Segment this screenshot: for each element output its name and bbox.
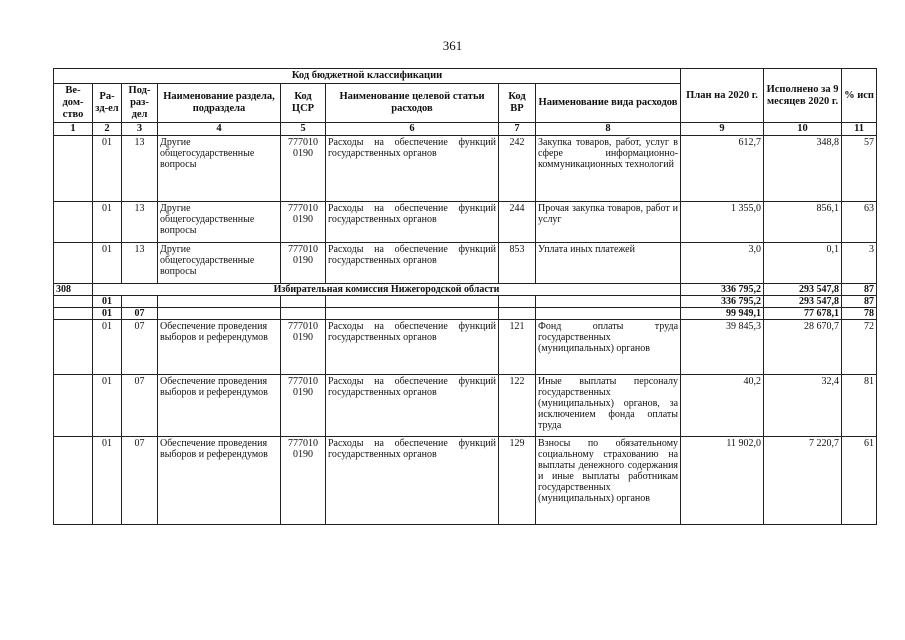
- column-number: 1: [54, 123, 93, 136]
- column-number: 3: [122, 123, 158, 136]
- column-number: 5: [281, 123, 326, 136]
- subsection-total-row: [54, 308, 877, 320]
- empty-cell: [499, 308, 536, 320]
- org-name-cell: Избирательная комиссия Нижегородской области: [93, 284, 681, 296]
- csr-name-cell: Расходы на обеспечение функций государственных органов: [326, 437, 499, 525]
- empty-cell: [326, 296, 499, 308]
- plan-cell: 1 355,0: [681, 202, 764, 243]
- vr-name-cell: Фонд оплаты труда государственных (муниципальных) органов: [536, 320, 681, 375]
- razdel-name-cell: Другие общегосударственные вопросы: [158, 243, 281, 284]
- plan-cell: 11 902,0: [681, 437, 764, 525]
- ved-cell: 308: [54, 284, 93, 296]
- podrazdel-cell: 07: [122, 308, 158, 320]
- csr-cell: 777010 0190: [281, 320, 326, 375]
- section-total-row: [54, 296, 877, 308]
- ved-cell: [54, 375, 93, 437]
- ved-cell: [54, 243, 93, 284]
- column-number: 7: [499, 123, 536, 136]
- razdel-cell: 01: [93, 296, 122, 308]
- vr-cell: 242: [499, 136, 536, 202]
- vr-name-cell: Взносы по обязательному социальному страхованию на выплаты денежного содержания и иные выплаты работникам государственных (муниципальных) органов: [536, 437, 681, 525]
- vr-cell: 853: [499, 243, 536, 284]
- column-number: 6: [326, 123, 499, 136]
- csr-cell: 777010 0190: [281, 375, 326, 437]
- razdel-cell: 01: [93, 308, 122, 320]
- executed-header: Исполнено за 9 месяцев 2020 г.: [764, 69, 842, 123]
- executed-cell: 28 670,7: [764, 320, 842, 375]
- executed-cell: 0,1: [764, 243, 842, 284]
- percent-cell: 78: [842, 308, 877, 320]
- vr-cell: 121: [499, 320, 536, 375]
- podrazdel-cell: 07: [122, 320, 158, 375]
- vr-cell: 129: [499, 437, 536, 525]
- csr-name-cell: Расходы на обеспечение функций государственных органов: [326, 243, 499, 284]
- percent-cell: 57: [842, 136, 877, 202]
- vr-name-cell: Прочая закупка товаров, работ и услуг: [536, 202, 681, 243]
- column-number: 4: [158, 123, 281, 136]
- plan-cell: 40,2: [681, 375, 764, 437]
- ved-header: Ве-дом-ство: [54, 84, 93, 123]
- razdel-cell: 01: [93, 375, 122, 437]
- table-header: [54, 69, 877, 136]
- csr-cell: 777010 0190: [281, 202, 326, 243]
- table-row: [54, 437, 877, 525]
- executed-cell: 77 678,1: [764, 308, 842, 320]
- executed-cell: 293 547,8: [764, 284, 842, 296]
- vr-cell: 122: [499, 375, 536, 437]
- percent-cell: 61: [842, 437, 877, 525]
- csr-name-cell: Расходы на обеспечение функций государственных органов: [326, 375, 499, 437]
- vr-name-cell: Иные выплаты персоналу государственных (муниципальных) органов, за исключением фонда оплаты труда: [536, 375, 681, 437]
- razdel-name-cell: Обеспечение проведения выборов и референдумов: [158, 375, 281, 437]
- empty-cell: [281, 296, 326, 308]
- column-number: 2: [93, 123, 122, 136]
- razdel-cell: 01: [93, 243, 122, 284]
- vr-header: Код ВР: [499, 84, 536, 123]
- plan-cell: 336 795,2: [681, 284, 764, 296]
- table-row: [54, 136, 877, 202]
- vr-name-cell: Уплата иных платежей: [536, 243, 681, 284]
- executed-cell: 856,1: [764, 202, 842, 243]
- plan-cell: 3,0: [681, 243, 764, 284]
- ved-cell: [54, 202, 93, 243]
- column-number: 8: [536, 123, 681, 136]
- empty-cell: [281, 308, 326, 320]
- razdel-header: Ра-зд-ел: [93, 84, 122, 123]
- empty-cell: [158, 308, 281, 320]
- column-number: 10: [764, 123, 842, 136]
- podrazdel-cell: 13: [122, 202, 158, 243]
- podrazdel-cell: 13: [122, 243, 158, 284]
- vr-name-cell: Закупка товаров, работ, услуг в сфере информационно-коммуникационных технологий: [536, 136, 681, 202]
- column-number: 11: [842, 123, 877, 136]
- budget-classification-header: Код бюджетной классификации: [54, 69, 681, 84]
- plan-cell: 612,7: [681, 136, 764, 202]
- table-row: [54, 375, 877, 437]
- vr-name-header: Наименование вида расходов: [536, 84, 681, 123]
- podrazdel-cell: 13: [122, 136, 158, 202]
- empty-cell: [158, 296, 281, 308]
- podrazdel-cell: 07: [122, 375, 158, 437]
- csr-name-cell: Расходы на обеспечение функций государственных органов: [326, 136, 499, 202]
- column-number: 9: [681, 123, 764, 136]
- column-number-row: [54, 123, 877, 136]
- vr-cell: 244: [499, 202, 536, 243]
- executed-cell: 293 547,8: [764, 296, 842, 308]
- razdel-name-cell: Обеспечение проведения выборов и референдумов: [158, 320, 281, 375]
- percent-cell: 87: [842, 296, 877, 308]
- razdel-name-header: Наименование раздела, подраздела: [158, 84, 281, 123]
- org-total-row: [54, 284, 877, 296]
- podrazdel-header: Под-раз-дел: [122, 84, 158, 123]
- budget-table: [53, 68, 877, 525]
- ved-cell: [54, 296, 93, 308]
- csr-name-cell: Расходы на обеспечение функций государственных органов: [326, 320, 499, 375]
- ved-cell: [54, 437, 93, 525]
- percent-cell: 81: [842, 375, 877, 437]
- csr-cell: 777010 0190: [281, 136, 326, 202]
- plan-cell: 39 845,3: [681, 320, 764, 375]
- ved-cell: [54, 308, 93, 320]
- razdel-cell: 01: [93, 437, 122, 525]
- percent-cell: 3: [842, 243, 877, 284]
- ved-cell: [54, 320, 93, 375]
- razdel-cell: 01: [93, 202, 122, 243]
- empty-cell: [326, 308, 499, 320]
- csr-name-cell: Расходы на обеспечение функций государственных органов: [326, 202, 499, 243]
- percent-cell: 87: [842, 284, 877, 296]
- razdel-cell: 01: [93, 136, 122, 202]
- plan-cell: 336 795,2: [681, 296, 764, 308]
- executed-cell: 348,8: [764, 136, 842, 202]
- page-number: 361: [442, 38, 463, 53]
- podrazdel-cell: [122, 296, 158, 308]
- csr-header: Код ЦСР: [281, 84, 326, 123]
- plan-cell: 99 949,1: [681, 308, 764, 320]
- executed-cell: 7 220,7: [764, 437, 842, 525]
- percent-cell: 72: [842, 320, 877, 375]
- executed-cell: 32,4: [764, 375, 842, 437]
- table-row: [54, 320, 877, 375]
- ved-cell: [54, 136, 93, 202]
- razdel-name-cell: Другие общегосударственные вопросы: [158, 202, 281, 243]
- podrazdel-cell: 07: [122, 437, 158, 525]
- csr-cell: 777010 0190: [281, 243, 326, 284]
- plan-header: План на 2020 г.: [681, 69, 764, 123]
- empty-cell: [536, 296, 681, 308]
- csr-name-header: Наименование целевой статьи расходов: [326, 84, 499, 123]
- csr-cell: 777010 0190: [281, 437, 326, 525]
- razdel-name-cell: Обеспечение проведения выборов и референдумов: [158, 437, 281, 525]
- table-body: [54, 136, 877, 525]
- empty-cell: [499, 296, 536, 308]
- table-row: [54, 202, 877, 243]
- razdel-name-cell: Другие общегосударственные вопросы: [158, 136, 281, 202]
- percent-cell: 63: [842, 202, 877, 243]
- razdel-cell: 01: [93, 320, 122, 375]
- empty-cell: [536, 308, 681, 320]
- percent-header: % исп: [842, 69, 877, 123]
- table-row: [54, 243, 877, 284]
